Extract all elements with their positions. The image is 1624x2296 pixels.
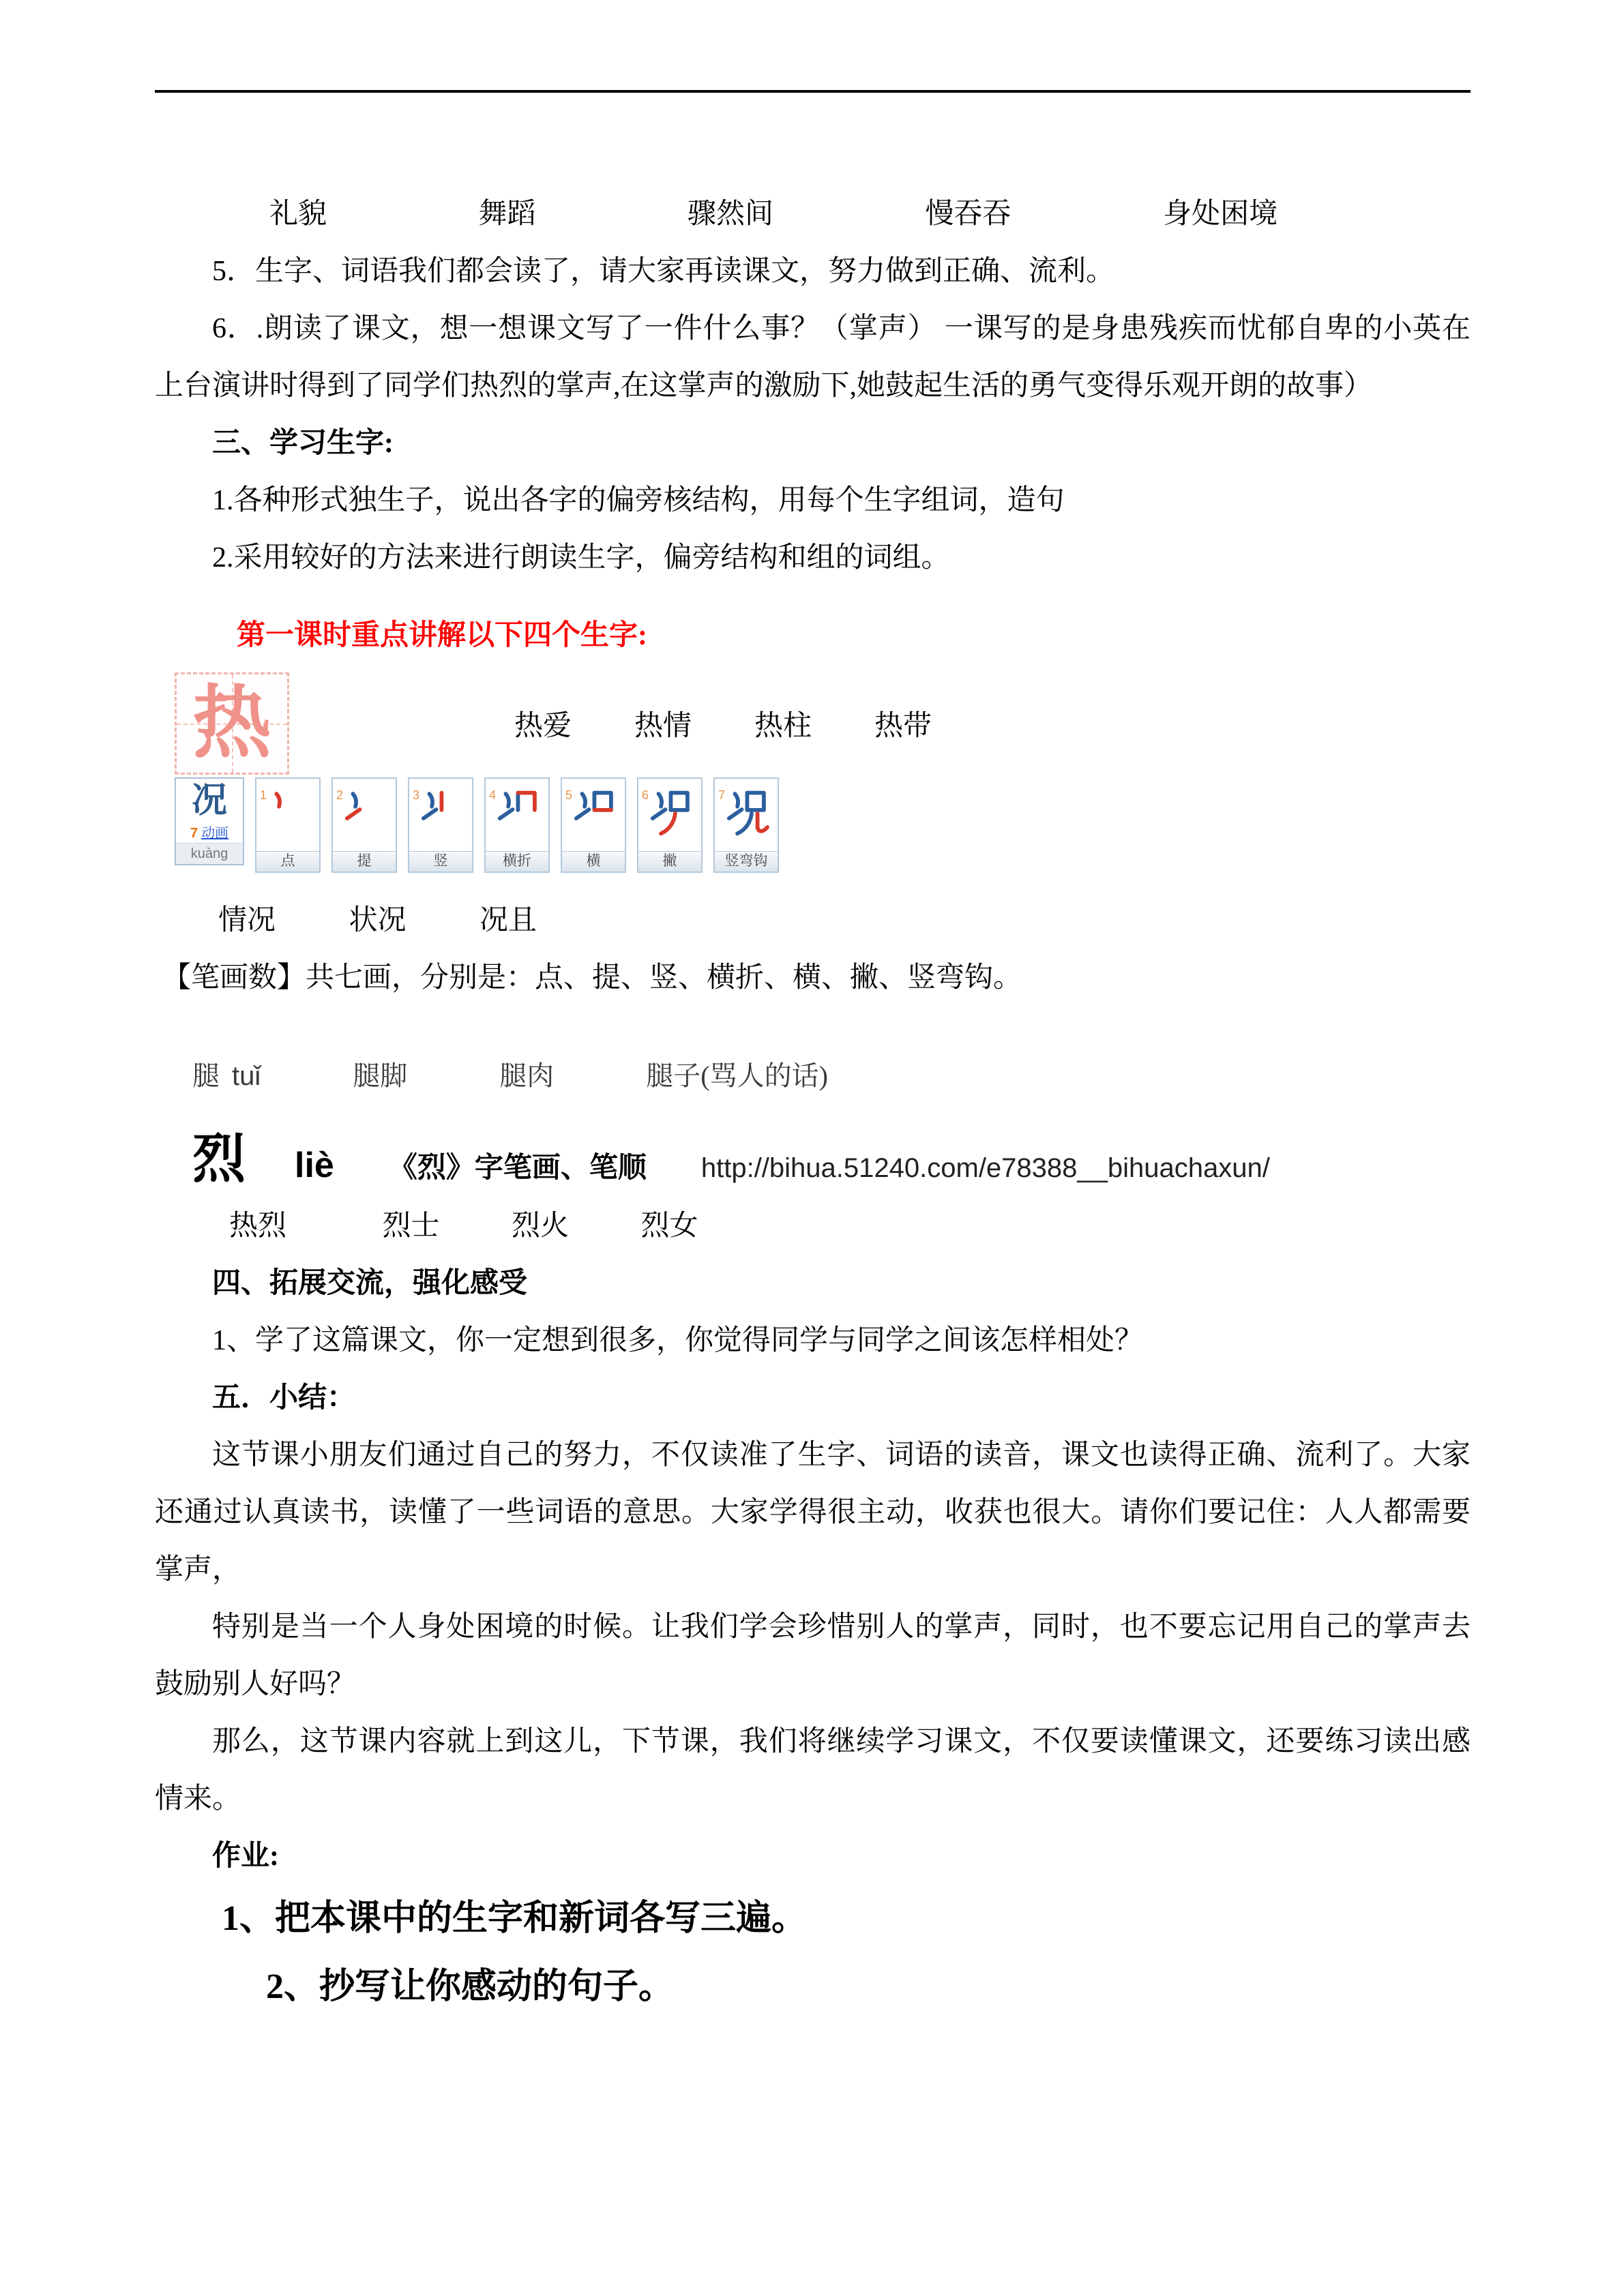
lie-stroke-title: 《烈》字笔画、笔顺 (388, 1152, 647, 1184)
summary-para-1: 这节课小朋友们通过自己的努力，不仅读准了生字、词语的读音，课文也读得正确、流利了。大家还通过认真读书，读懂了一些词语的意思。大家学得很主动，收获也很大。请你们要记住：人人都需要掌声， (155, 1440, 1471, 1585)
stroke-number: 5 (565, 788, 573, 802)
stroke-number: 4 (489, 788, 497, 802)
word: 腿脚 (353, 1060, 408, 1091)
word: 腿肉 (499, 1060, 555, 1091)
section3-item-2: 2.采用较好的方法来进行朗读生字，偏旁结构和组的词组。 (212, 542, 950, 573)
word: 状况 (349, 905, 407, 936)
kuang-meta (176, 824, 243, 843)
homework-item-1: 1、把本课中的生字和新词各写三遍。 (222, 1899, 808, 1938)
stroke-step-3 (408, 777, 473, 873)
bihua-url-link[interactable]: http://bihua.51240.com/e78388__bihuachaxun/ (700, 1153, 1270, 1183)
stroke-shu-icon (416, 787, 465, 836)
stroke-number: 1 (260, 788, 267, 802)
re-character: 热 (192, 681, 271, 768)
stroke-label: 点 (256, 851, 319, 871)
stroke-ti-icon (340, 787, 389, 836)
kuang-cell (175, 777, 244, 865)
summary-para-3: 那么，这节课内容就上到这儿，下节课，我们将继续学习课文，不仅要读懂课文，还要练习读出感情来。 (155, 1726, 1471, 1815)
word: 慢吞吞 (925, 198, 1012, 230)
stroke-label: 撇 (638, 851, 701, 871)
document-content (155, 93, 1471, 2021)
stroke-step-5 (561, 777, 626, 873)
section3-item-1: 1.各种形式独生子，说出各字的偏旁核结构，用每个生字组词，造句 (212, 485, 1065, 516)
re-word-list (514, 703, 932, 744)
summary-para-2: 特别是当一个人身处困境的时候。让我们学会珍惜别人的掌声，同时，也不要忘记用自己的掌声去鼓励别人好吗？ (155, 1611, 1471, 1700)
word: 热情 (634, 711, 692, 742)
word: 热烈 (229, 1210, 287, 1242)
stroke-count: 7 (190, 826, 198, 841)
stroke-label: 提 (333, 851, 396, 871)
word: 骤然间 (688, 198, 774, 230)
stroke-hengzhe-icon (492, 787, 542, 836)
stroke-pie-icon (645, 787, 694, 836)
key-characters-note: 第一课时重点讲解以下四个生字: (237, 620, 647, 651)
word: 烈女 (640, 1210, 698, 1242)
animation-link[interactable]: 动画 (201, 826, 229, 841)
stroke-label: 竖 (409, 851, 472, 871)
stroke-number: 7 (718, 788, 726, 802)
kuang-pinyin: kuàng (176, 843, 243, 864)
stroke-number: 2 (336, 788, 344, 802)
lie-pinyin: liè (295, 1146, 334, 1185)
word: 情况 (218, 905, 276, 936)
word: 热带 (874, 711, 932, 742)
stroke-step-2 (331, 777, 397, 873)
lie-row (192, 1125, 1471, 1193)
word: 礼貌 (269, 198, 327, 230)
item-5: 5．生字、词语我们都会读了，请大家再读课文，努力做到正确、流利。 (212, 256, 1115, 287)
kuang-stroke-diagram (175, 777, 1471, 873)
stroke-step-1 (255, 777, 321, 873)
stroke-number: 6 (642, 788, 649, 802)
lie-character: 烈 (192, 1129, 246, 1189)
word-list (155, 185, 1471, 243)
tui-row (192, 1047, 1471, 1105)
re-character-grid (175, 672, 289, 775)
stroke-shuwangou-icon (722, 787, 771, 836)
stroke-step-7 (713, 777, 779, 873)
kuang-character: 况 (191, 781, 227, 820)
word: 热柱 (754, 711, 812, 742)
section4-item-1: 1、学了这篇课文，你一定想到很多，你觉得同学与同学之间该怎样相处？ (212, 1325, 1144, 1356)
stroke-label: 横 (562, 851, 625, 871)
stroke-count-note: 【笔画数】共七画，分别是：点、提、竖、横折、横、撇、竖弯钩。 (162, 962, 1022, 994)
stroke-heng-icon (569, 787, 618, 836)
section5-heading: 五．小结： (212, 1382, 356, 1414)
stroke-step-6 (637, 777, 703, 873)
stroke-label: 竖弯钩 (715, 851, 778, 871)
section3-heading: 三、学习生字: (212, 428, 394, 459)
word: 身处困境 (1163, 198, 1278, 230)
re-character-block (155, 672, 1471, 775)
word: 烈火 (512, 1210, 570, 1242)
word: 热爱 (514, 711, 572, 742)
homework-heading: 作业: (212, 1840, 279, 1872)
item-6: 6．.朗读了课文，想一想课文写了一件什么事？（掌声） 一课写的是身患残疾而忧郁自卑的小英在上台演讲时得到了同学们热烈的掌声,在这掌声的激励下,她鼓起生活的勇气变得乐观开朗的故事） (155, 313, 1471, 402)
stroke-number: 3 (413, 788, 420, 802)
word: 舞蹈 (478, 198, 536, 230)
section4-heading: 四、拓展交流，强化感受 (212, 1268, 528, 1299)
word: 烈士 (382, 1210, 440, 1242)
word: 腿子(骂人的话) (646, 1060, 828, 1091)
stroke-step-4 (484, 777, 550, 873)
stroke-label: 横折 (486, 851, 548, 871)
tui-pinyin: tuǐ (232, 1061, 261, 1091)
kuang-word-list (218, 892, 1471, 949)
word: 况且 (479, 905, 537, 936)
homework-item-2: 2、抄写让你感动的句子。 (266, 1967, 675, 2006)
lie-word-list (229, 1197, 1471, 1255)
tui-character: 腿 (192, 1060, 220, 1091)
stroke-dian-icon (263, 787, 312, 836)
